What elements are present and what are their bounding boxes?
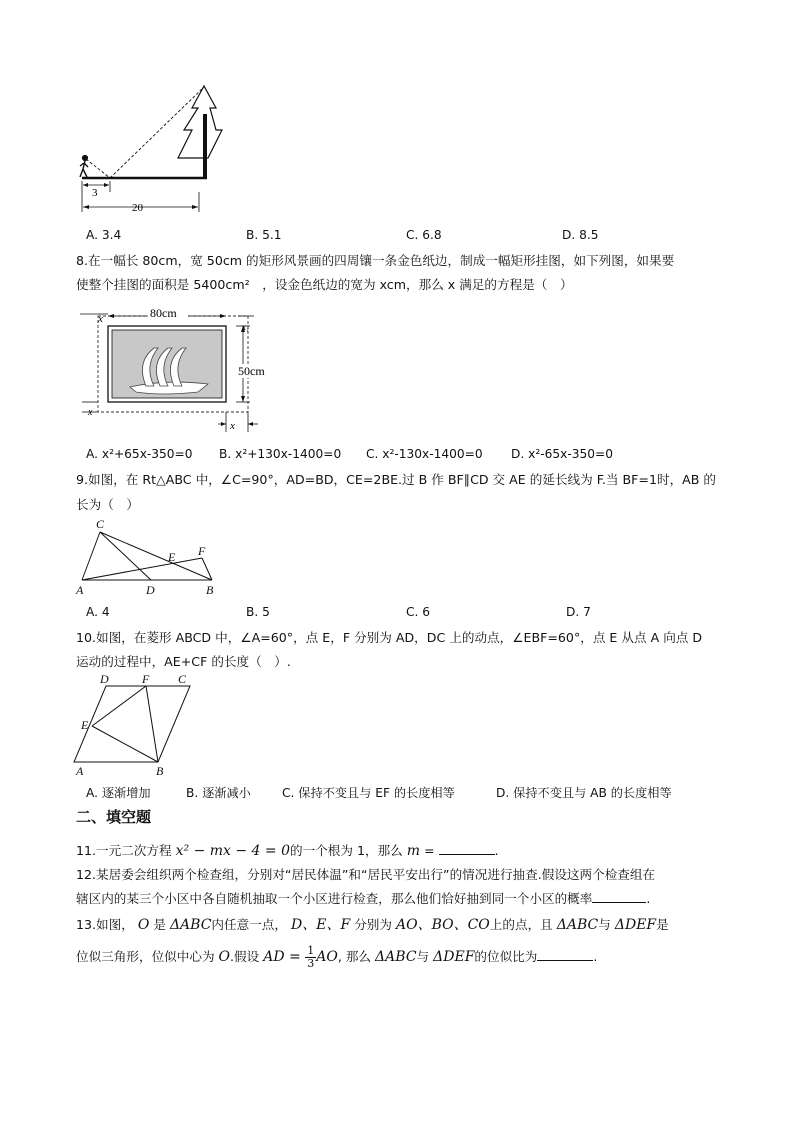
q9-label-a: A	[76, 583, 84, 597]
q10-option-b[interactable]: B. 逐渐减小	[186, 786, 251, 800]
q13-triangle-def: ΔDEF	[614, 917, 657, 933]
q12-answer-blank[interactable]	[592, 888, 646, 903]
q7-label-20: 20	[132, 202, 143, 214]
q13-text-4: 分别为	[354, 917, 392, 932]
q13-stem-line1	[76, 912, 669, 938]
q13-text-1: 13.如图，	[76, 917, 134, 932]
q8-option-d[interactable]: D. x²-65x-350=0	[511, 447, 613, 461]
q8-label-x-bottom: x	[230, 420, 235, 432]
q8-option-c[interactable]: C. x²-130x-1400=0	[366, 447, 483, 461]
q13-text-2: 是	[153, 917, 166, 932]
q13-point-o: O	[137, 917, 150, 933]
q8-option-a[interactable]: A. x²+65x-350=0	[86, 447, 193, 461]
q8-stem-line1: 8.在一幅长 80cm，宽 50cm 的矩形风景画的四周镶一条金色纸边，制成一幅矩形挂图，如下列图，如果要	[76, 253, 675, 268]
q10-label-f: F	[142, 672, 150, 686]
q13-triangle-def-2: ΔDEF	[433, 949, 475, 965]
q10-option-a[interactable]: A. 逐渐增加	[86, 786, 151, 800]
q11-middle: 的一个根为 1，那么	[290, 843, 407, 858]
q9-label-c: C	[96, 517, 105, 531]
q13-frac-den: 3	[307, 957, 315, 970]
q13-text-8: 位似三角形，位似中心为	[76, 949, 215, 964]
q10-label-d: D	[100, 672, 109, 686]
q13-triangle-abc-3: ΔABC	[375, 949, 417, 965]
q10-option-c[interactable]: C. 保持不变且与 EF 的长度相等	[282, 786, 455, 800]
q13-segments: AO、BO、CO	[395, 917, 490, 933]
q13-text-5: 上的点，且	[489, 917, 553, 932]
q8-label-50cm: 50cm	[238, 364, 265, 378]
q10-label-b: B	[156, 764, 164, 778]
q12-line2-text: 辖区内的某三个小区中各自随机抽取一个小区进行检查，那么他们恰好抽到同一个小区的概率	[76, 891, 593, 906]
q11-var-m: m	[406, 843, 421, 859]
q13-text-12: 的位似比为	[474, 949, 538, 964]
q7-option-d[interactable]: D. 8.5	[562, 228, 599, 242]
q10-stem-line2: 运动的过程中，AE+CF 的长度（ ）.	[76, 654, 291, 669]
q8-label-80cm: 80cm	[150, 306, 177, 320]
q13-triangle-abc-2: ΔABC	[556, 917, 599, 933]
q10-stem-line1: 10.如图，在菱形 ABCD 中，∠A=60°，点 E，F 分别为 AD，DC 上的动点，∠EBF=60°，点 E 从点 A 向点 D	[76, 630, 703, 645]
q10-figure	[72, 672, 202, 778]
q10-label-c: C	[178, 672, 187, 686]
q13-text-11: 与	[416, 949, 430, 964]
q10-option-d[interactable]: D. 保持不变且与 AB 的长度相等	[496, 786, 672, 800]
q13-text-10: , 那么	[337, 949, 372, 964]
q13-text-3: 内任意一点，	[211, 917, 287, 932]
q9-option-a[interactable]: A. 4	[86, 605, 110, 619]
q13-text-7: 是	[656, 917, 669, 932]
q7-option-b[interactable]: B. 5.1	[246, 228, 282, 242]
person-icon	[80, 156, 88, 177]
q7-option-a[interactable]: A. 3.4	[86, 228, 122, 242]
q8-label-x-left: x	[88, 407, 93, 418]
tree-icon	[178, 86, 222, 158]
q13-frac-num: 1	[307, 944, 315, 957]
q13-text-9: .假设	[230, 949, 260, 964]
q13-points-def: D、E、F	[291, 917, 351, 933]
q10-label-a: A	[76, 764, 84, 778]
q8-stem-line2: 使整个挂图的面积是 5400cm² ，设金色纸边的宽为 xcm，那么 x 满足的方程是（ ）	[76, 277, 573, 292]
q7-figure	[74, 84, 224, 216]
q13-ao: AO	[316, 949, 338, 965]
q7-option-c[interactable]: C. 6.8	[406, 228, 442, 242]
q9-label-b: B	[206, 583, 214, 597]
q8-label-x1: x₁	[242, 322, 250, 332]
q11-prefix: 11.一元二次方程	[76, 843, 176, 858]
q13-answer-blank[interactable]	[537, 946, 593, 961]
q11-equation: x² − mx − 4 = 0	[175, 843, 290, 859]
q9-option-c[interactable]: C. 6	[406, 605, 431, 619]
q9-figure	[72, 514, 224, 598]
q13-text-6: 与	[598, 917, 611, 932]
q8-label-x-top: x	[98, 313, 103, 325]
q9-label-e: E	[168, 550, 176, 564]
q13-fraction	[305, 945, 316, 970]
q11-answer-blank[interactable]	[439, 840, 495, 855]
q9-label-f: F	[198, 544, 206, 558]
q10-label-e: E	[81, 718, 89, 732]
q11-eqsign: =	[420, 843, 439, 858]
q7-label-3: 3	[92, 187, 98, 199]
q13-ad: AD	[263, 949, 285, 965]
q8-option-b[interactable]: B. x²+130x-1400=0	[219, 447, 342, 461]
q9-label-d: D	[146, 583, 155, 597]
q12-stem-line2: 辖区内的某三个小区中各自随机抽取一个小区进行检查，那么他们恰好抽到同一个小区的概率 .	[76, 886, 650, 912]
q11-stem: 11.一元二次方程 x² − mx − 4 = 0的一个根为 1，那么 m = .	[76, 838, 499, 864]
q12-stem-line1: 12.某居委会组织两个检查组，分别对“居民体温”和“居民平安出行”的情况进行抽查.假设这两个检查组在	[76, 867, 656, 882]
q9-option-b[interactable]: B. 5	[246, 605, 270, 619]
q9-stem-line1: 9.如图，在 Rt△ABC 中，∠C=90°，AD=BD，CE=2BE.过 B 作 BF∥CD 交 AE 的延长线为 F.当 BF=1时，AB 的	[76, 472, 717, 487]
q9-option-d[interactable]: D. 7	[566, 605, 591, 619]
q13-triangle-abc: ΔABC	[169, 917, 212, 933]
q13-center-o: O	[218, 949, 231, 965]
q13-stem-line2: 位似三角形，位似中心为 O.假设 AD = $\frac{1}{3}$ AO, 那么 ΔABC与 ΔDEF的位似比为 .	[76, 944, 598, 970]
q8-figure	[78, 304, 278, 436]
q9-stem-line2: 长为（ ）	[76, 497, 139, 512]
section-title-fill-in: 二、填空题	[76, 808, 152, 826]
